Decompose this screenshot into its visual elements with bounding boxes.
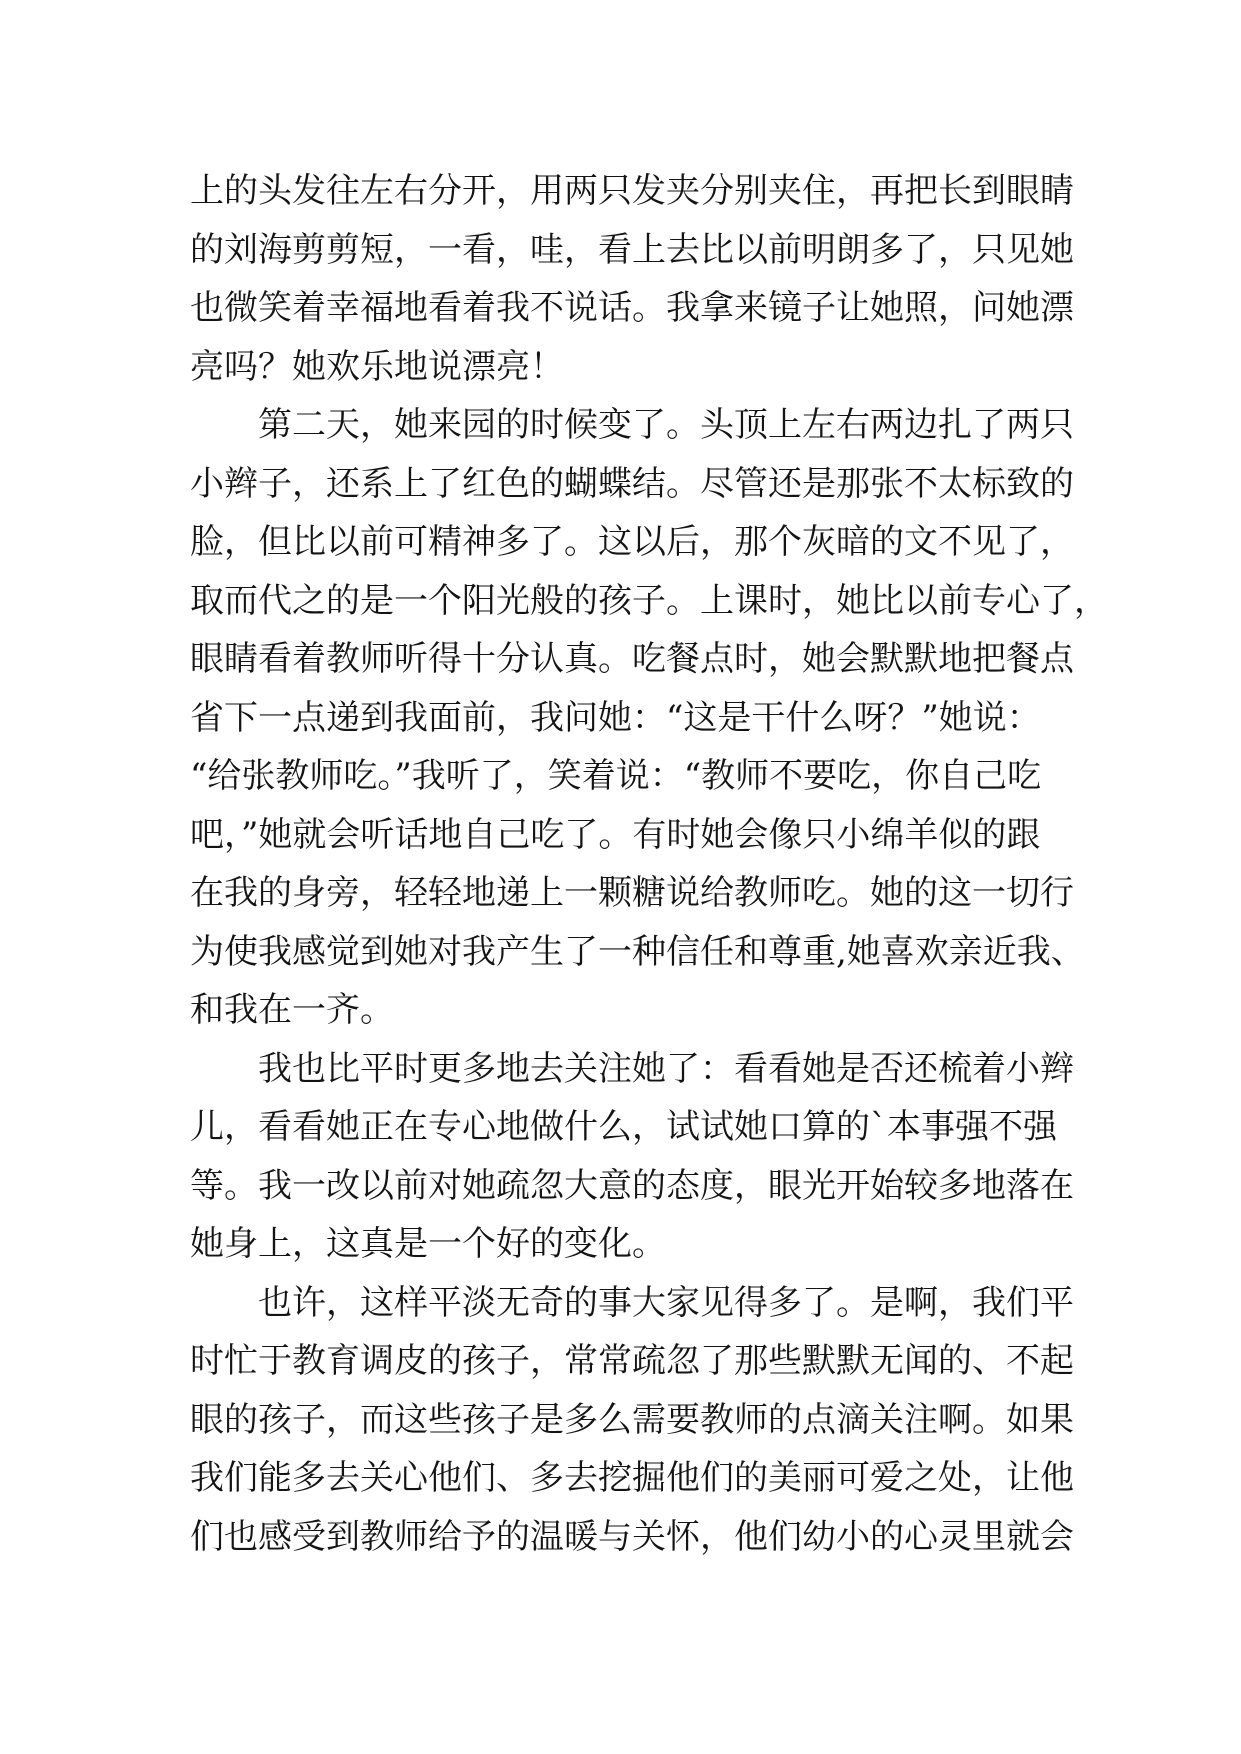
text-line: 我们能多去关心他们、多去挖掘他们的美丽可爱之处，让他 bbox=[190, 1458, 1074, 1498]
text-line: 也微笑着幸福地看着我不说话。我拿来镜子让她照，问她漂 bbox=[190, 288, 1074, 328]
paragraph-2 bbox=[190, 396, 1108, 1040]
text-line: 吧，”她就会听话地自己吃了。有时她会像只小绵羊似的跟 bbox=[190, 814, 1041, 855]
paragraph-4 bbox=[190, 1274, 1074, 1567]
text-line: 为使我感觉到她对我产生了一种信任和尊重,她喜欢亲近我、 bbox=[190, 931, 1085, 972]
text-line: 眼睛看着教师听得十分认真。吃餐点时，她会默默地把餐点 bbox=[190, 639, 1074, 679]
text-line: 在我的身旁，轻轻地递上一颗糖说给教师吃。她的这一切行 bbox=[190, 873, 1074, 913]
text-line: 第二天，她来园的时候变了。头顶上左右两边扎了两只 bbox=[258, 405, 1074, 445]
text-line: 眼的孩子，而这些孩子是多么需要教师的点滴关注啊。如果 bbox=[190, 1399, 1074, 1440]
text-line: 们也感受到教师给予的温暖与关怀，他们幼小的心灵里就会 bbox=[190, 1516, 1074, 1557]
text-line: 我也比平时更多地去关注她了：看看她是否还梳着小辫 bbox=[258, 1048, 1074, 1089]
text-line: 也许，这样平淡无奇的事大家见得多了。是啊，我们平 bbox=[258, 1282, 1074, 1323]
text-line: 儿，看看她正在专心地做什么，试试她口算的`本事强不强 bbox=[190, 1107, 1057, 1147]
text-line: 取而代之的是一个阳光般的孩子。上课时，她比以前专心了， bbox=[190, 580, 1108, 621]
text-line: “给张教师吃。”我听了，笑着说：“教师不要吃，你自己吃 bbox=[190, 756, 1042, 796]
text-line: 脸，但比以前可精神多了。这以后，那个灰暗的文不见了， bbox=[190, 522, 1074, 562]
paragraph-1 bbox=[190, 162, 1074, 396]
text-line: 亮吗？她欢乐地说漂亮！ bbox=[190, 346, 564, 387]
text-line: 省下一点递到我面前，我问她：“这是干什么呀？”她说： bbox=[190, 697, 1041, 738]
text-line: 时忙于教育调皮的孩子，常常疏忽了那些默默无闻的、不起 bbox=[190, 1341, 1074, 1381]
text-line: 的刘海剪剪短，一看，哇，看上去比以前明朗多了，只见她 bbox=[190, 229, 1074, 270]
text-line: 和我在一齐。 bbox=[190, 990, 394, 1030]
paragraph-3 bbox=[190, 1040, 1074, 1274]
text-line: 等。我一改以前对她疏忽大意的态度，眼光开始较多地落在 bbox=[190, 1165, 1074, 1206]
text-line: 小辫子，还系上了红色的蝴蝶结。尽管还是那张不太标致的 bbox=[190, 463, 1074, 504]
text-line: 上的头发往左右分开，用两只发夹分别夹住，再把长到眼睛 bbox=[190, 171, 1074, 211]
document-body bbox=[190, 162, 1108, 1566]
text-line: 她身上，这真是一个好的变化。 bbox=[190, 1224, 666, 1264]
